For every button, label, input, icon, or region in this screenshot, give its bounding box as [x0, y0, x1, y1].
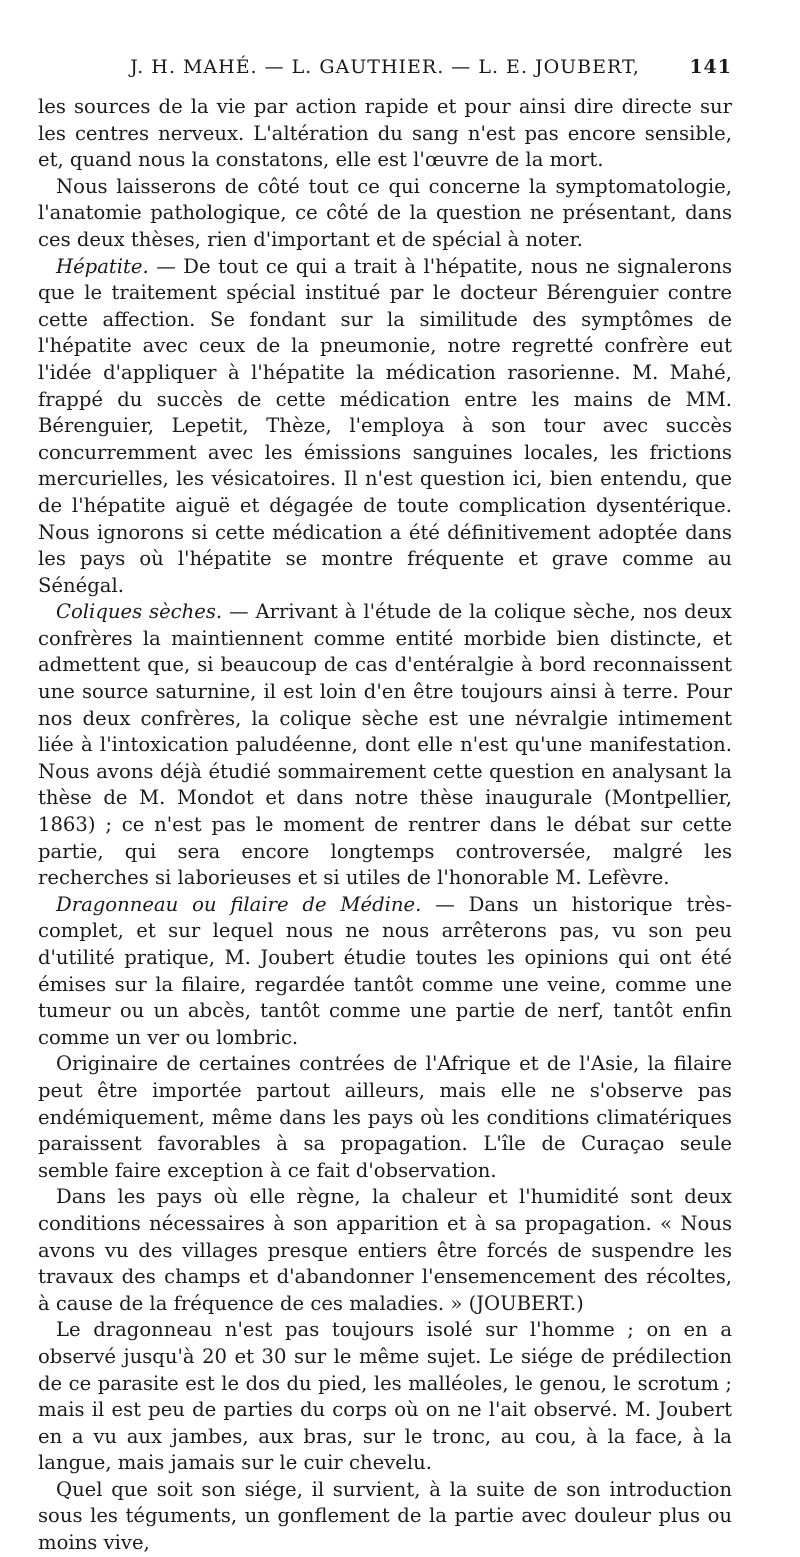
body-text [38, 94, 732, 1557]
paragraph-text: Dans les pays où elle règne, la chaleur et l'humidité sont deux conditions nécessaires à son apparition et à sa propagation. « Nous avons vu des villages presque entiers être forcés de suspendre les travaux des champs et d'abandonner l'ensemencement des récoltes, à cause de la fréquence de ces maladies. » [38, 1185, 732, 1315]
paragraph-text: — Arrivant à l'étude de la colique sèche, nos deux confrères la maintiennent comme entité morbide bien distincte, et admettent que, si beaucoup de cas d'entéralgie à bord reconnaissent une source saturnine, il est loin d'en être toujours ainsi à terre. Pour nos deux confrères, la colique sèche est une névralgie intimement liée à l'intoxication paludéenne, dont elle n'est qu'une manifestation. Nous avons déjà étudié sommairement cette question en analysant la thèse de M. Mondot et dans notre thèse inaugurale (Montpellier, 1863) ; ce n'est pas le moment de rentrer dans le débat sur cette partie, qui sera encore longtemps controversée, malgré les recherches si laborieuses et si utiles de l'honorable M. Lefèvre. [38, 600, 732, 890]
paragraph-text: Nous laisserons de côté tout ce qui concerne la symptomatologie, l'anatomie pathologique, ce côté de la question ne présentant, dans ces deux thèses, rien d'important et de spécial à noter. [38, 174, 732, 251]
paragraph-text: — De tout ce qui a trait à l'hépatite, nous ne signalerons que le traitement spécial institué par le docteur Bérenguier contre cette affection. Se fondant sur la similitude des symptômes de l'hépatite avec ceux de la pneumonie, notre regretté confrère eut l'idée d'appliquer à l'hépatite la médication rasorienne. M. Mahé, frappé du succès de cette médication entre les mains de MM. Bérenguier, Lepetit, Thèze, l'employa à son tour avec succès concurremment avec les émissions sanguines locales, les frictions mercurielles, les vésicatoires. Il n'est question ici, bien entendu, que de l'hépatite aiguë et dégagée de toute complication dysentérique. Nous ignorons si cette médication a été définitivement adoptée dans les pays où l'hépatite se montre fréquente et grave comme au Sénégal. [38, 254, 732, 597]
paragraph [38, 892, 732, 1052]
paragraph [38, 1051, 732, 1184]
section-heading-hepatite: Hépatite. [56, 254, 149, 278]
section-heading-dragonneau: Dragonneau ou filaire de Médine. [56, 892, 422, 916]
paragraph [38, 174, 732, 254]
paragraph-text: — Dans un historique très-complet, et sur lequel nous ne nous arrêterons pas, vu son peu d'utilité pratique, M. Joubert étudie toutes les opinions qui ont été émises sur la filaire, regardée tantôt comme une veine, comme une tumeur ou un abcès, tantôt comme une partie de nerf, tantôt enfin comme un ver ou lombric. [38, 892, 732, 1049]
paragraph [38, 94, 732, 174]
running-title: J. H. MAHÉ. — L. GAUTHIER. — L. E. JOUBERT, [130, 56, 640, 78]
paragraph [38, 1184, 732, 1317]
page-number: 141 [689, 56, 732, 78]
paragraph-text: les sources de la vie par action rapide et pour ainsi dire directe sur les centres nerveux. L'altération du sang n'est pas encore sensible, et, quand nous la constatons, elle est l'œuvre de la mort. [38, 95, 732, 172]
paragraph [38, 599, 732, 892]
citation: (JOUBERT.) [468, 1291, 584, 1315]
paragraph-text: Le dragonneau n'est pas toujours isolé sur l'homme ; on en a observé jusqu'à 20 et 30 sur le même sujet. Le siége de prédilection de ce parasite est le dos du pied, les malléoles, le genou, le scrotum ; mais il est peu de parties du corps où on ne l'ait observé. M. Joubert en a vu aux jambes, aux bras, sur le tronc, au cou, à la face, à la langue, mais jamais sur le cuir chevelu. [38, 1318, 732, 1475]
paragraph-text: Originaire de certaines contrées de l'Afrique et de l'Asie, la filaire peut être importée partout ailleurs, mais elle ne s'observe pas endémiquement, même dans les pays où les conditions climatériques paraissent favorables à sa propagation. L'île de Curaçao seule semble faire exception à ce fait d'observation. [38, 1052, 732, 1182]
paragraph [38, 1477, 732, 1557]
running-header [38, 56, 732, 86]
paragraph-text: Quel que soit son siége, il survient, à la suite de son introduction sous les téguments, un gonflement de la partie avec douleur plus ou moins vive, [38, 1477, 732, 1555]
paragraph [38, 1317, 732, 1477]
paragraph [38, 254, 732, 600]
section-heading-coliques: Coliques sèches. [56, 600, 223, 624]
